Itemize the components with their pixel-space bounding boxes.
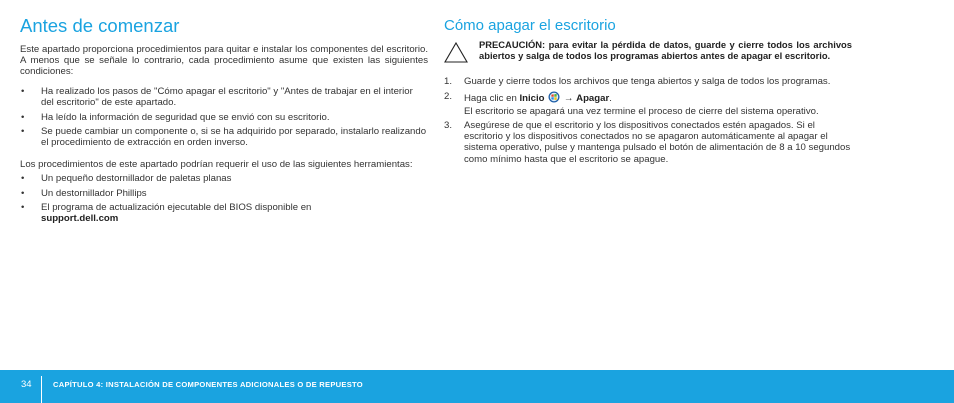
step-text: Asegúrese de que el escritorio y los dispositivos conectados estén apagados. Si el escritorio y los dispositivos conectados no se apagaron automáticamente al apagar el sistema operativo, pulse y mantenga pulsado el botón de alimentación de 8 a 10 segundos como mínimo hasta que el escritorio se apague. [464, 120, 851, 165]
caution-text: PRECAUCIÓN: para evitar la pérdida de datos, guarde y cierre todos los archivos abiertos y salga de todos los programas abiertos antes de apagar el escritorio. [479, 39, 852, 62]
warning-triangle-icon [444, 42, 468, 68]
conditions-list [20, 86, 428, 149]
caution-box [444, 39, 852, 61]
list-item: • Un pequeño destornillador de paletas planas [20, 173, 428, 184]
windows-start-icon [548, 91, 560, 106]
step-text: Haga clic en [464, 92, 520, 104]
intro-paragraph: Este apartado proporciona procedimientos para quitar e instalar los componentes del escritorio. A menos que se señale lo contrario, cada procedimiento asume que existen las siguientes condiciones: [20, 44, 428, 78]
left-column [20, 14, 428, 228]
step-note: El escritorio se apagará una vez termine el proceso de cierre del sistema operativo. [464, 105, 819, 117]
list-item: • Ha realizado los pasos de "Cómo apagar el escritorio" y "Antes de trabajar en el interior del escritorio" de este apartado. [20, 86, 428, 108]
step-number: 3. [444, 120, 453, 132]
period: . [609, 92, 612, 104]
step-item [444, 91, 852, 117]
steps-list [444, 76, 852, 164]
section-title-shutdown: Cómo apagar el escritorio [444, 17, 616, 34]
list-item: • Se puede cambiar un componente o, si se ha adquirido por separado, instalarlo realizando el procedimiento de extracción en orden inverso. [20, 126, 428, 148]
section-title-before-start: Antes de comenzar [20, 15, 180, 36]
step-item [444, 76, 852, 87]
tools-list [20, 173, 428, 225]
shutdown-label: Apagar [576, 92, 610, 104]
tool-bios-text: El programa de actualización ejecutable del BIOS disponible en [41, 202, 312, 214]
step-number: 2. [444, 90, 453, 102]
list-item: • Ha leído la información de seguridad que se envió con su escritorio. [20, 112, 428, 123]
step-item [444, 120, 852, 165]
page-footer [0, 370, 954, 403]
step-text: Guarde y cierre todos los archivos que tenga abiertos y salga de todos los programas. [464, 76, 831, 88]
chapter-title: CAPÍTULO 4: INSTALACIÓN DE COMPONENTES ADICIONALES O DE REPUESTO [53, 380, 363, 389]
arrow-glyph: → [561, 92, 577, 104]
list-item [20, 202, 428, 224]
list-item: • Un destornillador Phillips [20, 188, 428, 199]
page-number: 34 [21, 379, 32, 390]
right-column [444, 14, 852, 168]
footer-divider [41, 376, 42, 403]
start-label: Inicio [519, 92, 545, 104]
step-number: 1. [444, 76, 453, 88]
support-link[interactable]: support.dell.com [41, 213, 119, 225]
tools-intro: Los procedimientos de este apartado podrían requerir el uso de las siguientes herramientas: [20, 158, 413, 170]
